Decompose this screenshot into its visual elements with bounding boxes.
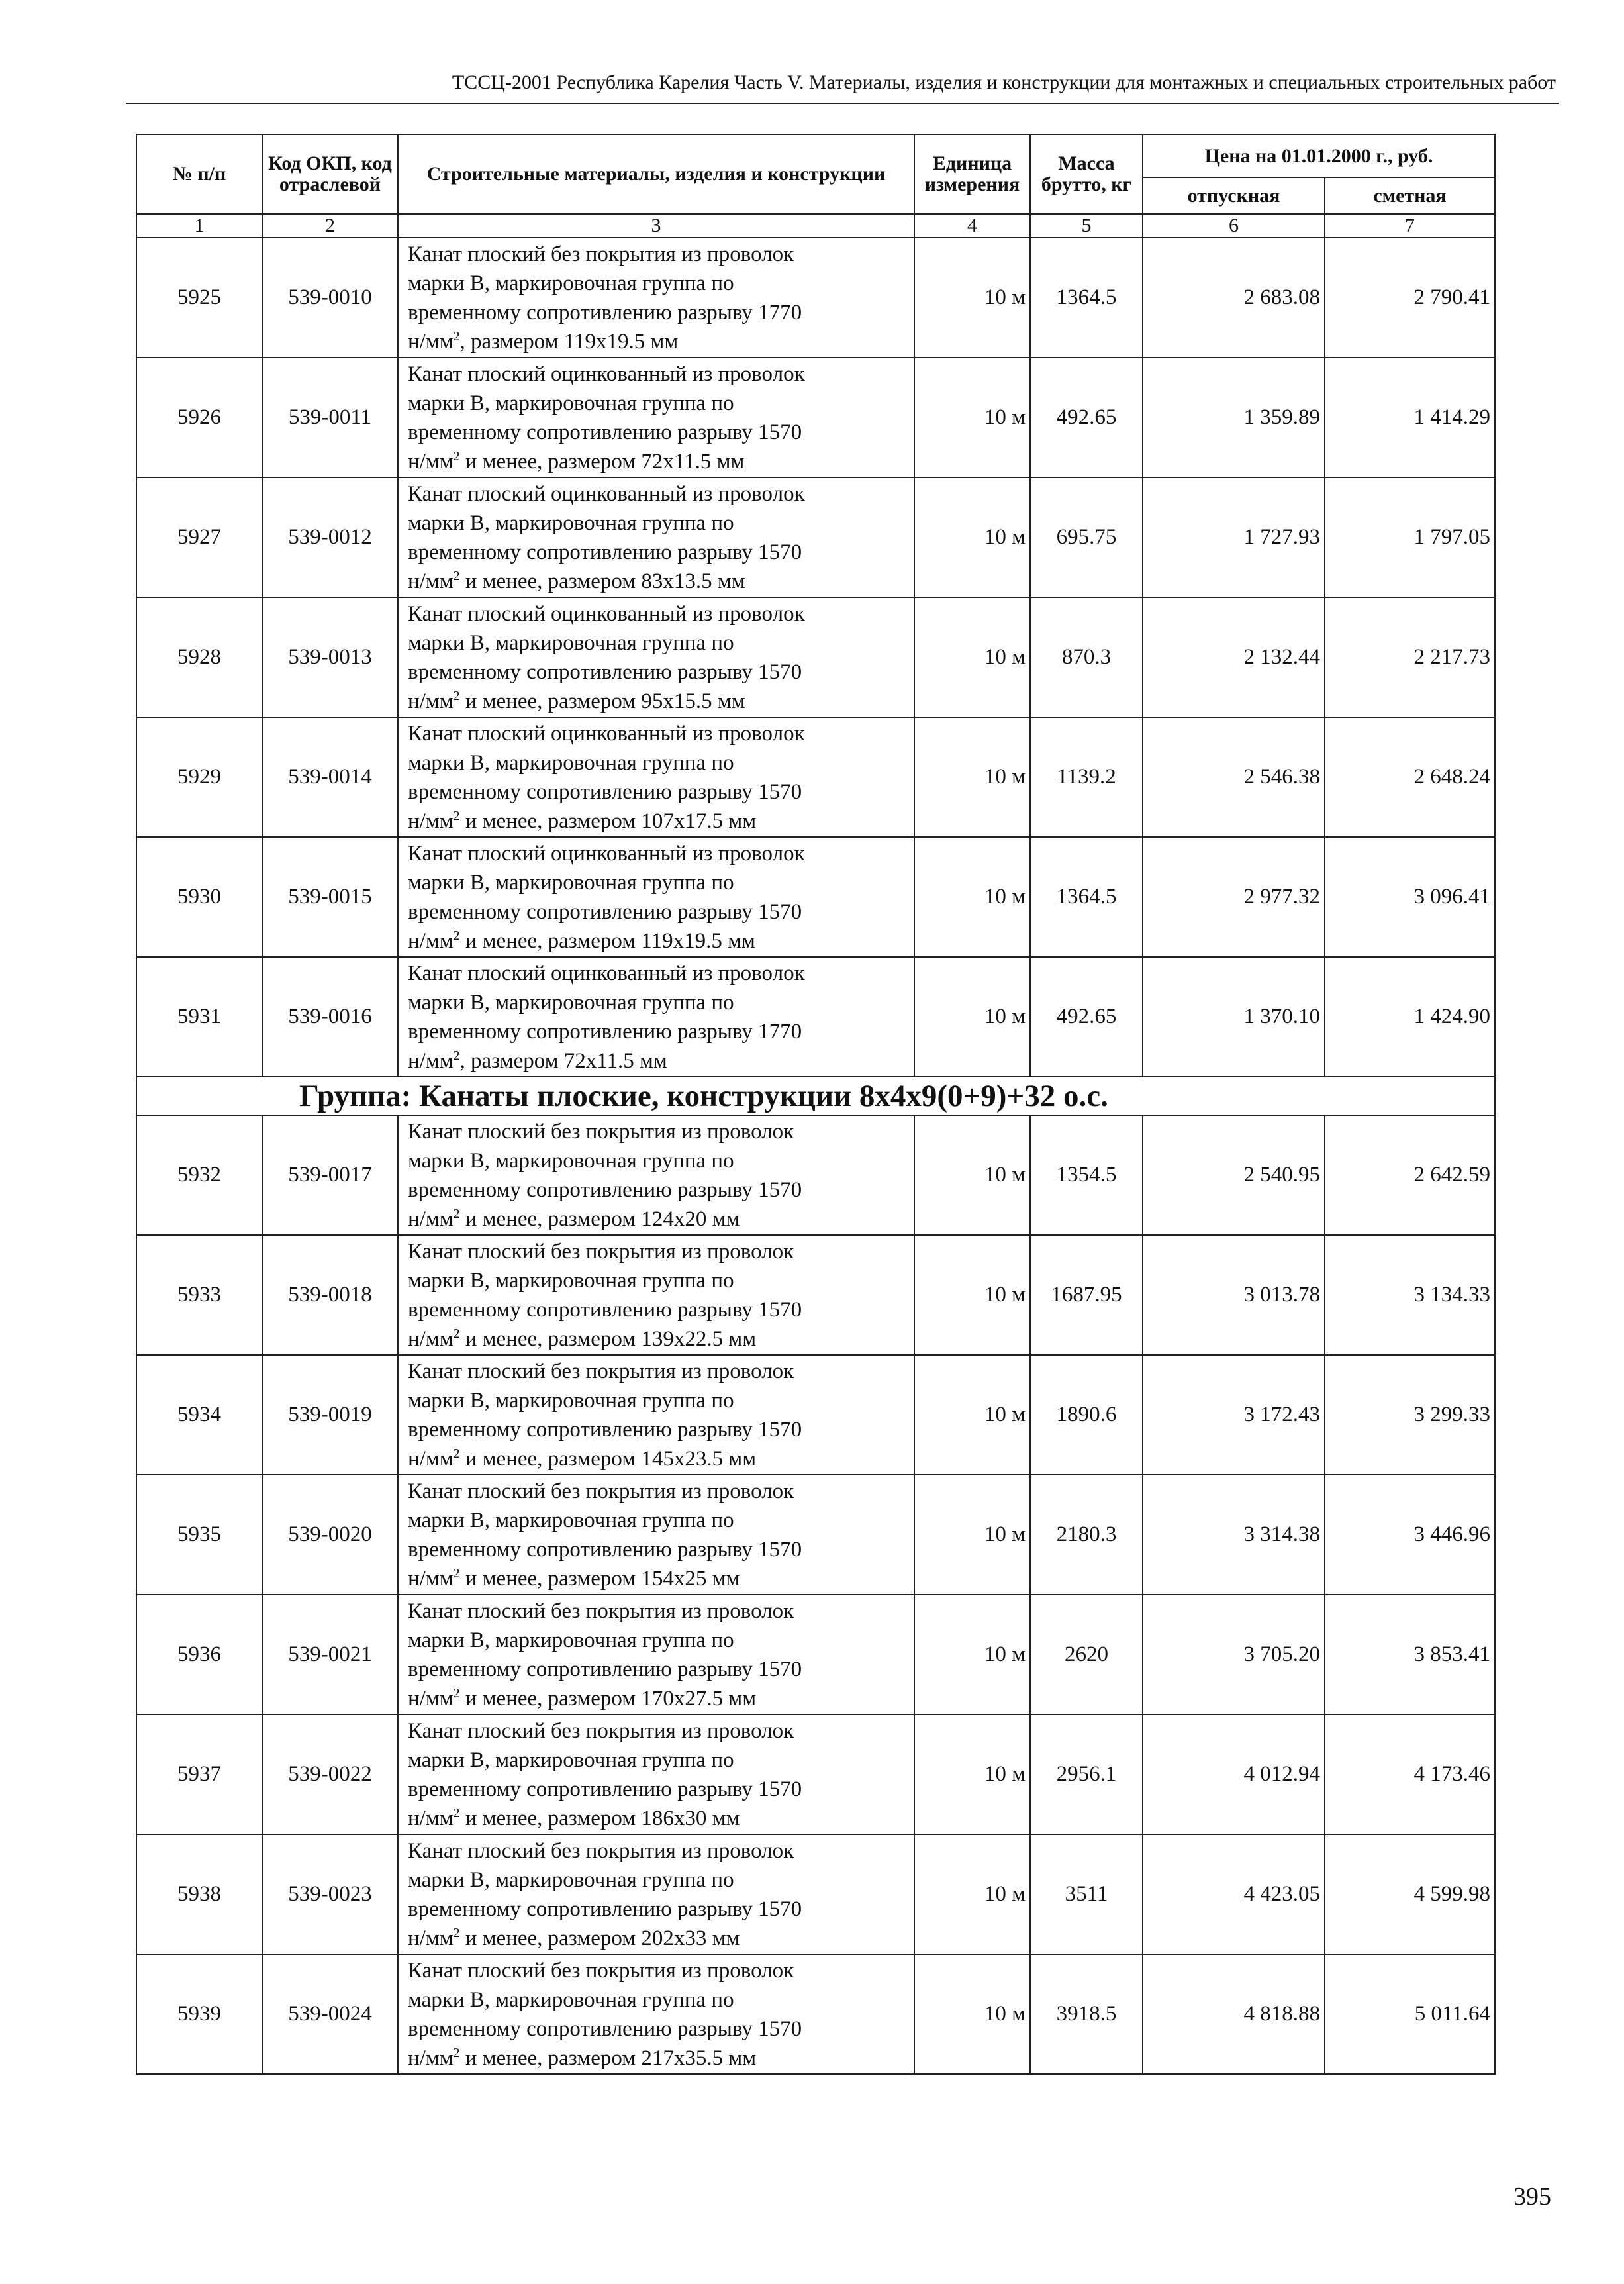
name-line: Канат плоский без покрытия из проволок: [408, 1718, 794, 1743]
cell-name: [398, 1115, 914, 1235]
cell-price-estimate: 3 299.33: [1325, 1355, 1495, 1475]
page-number: 395: [1513, 2183, 1551, 2210]
table-row: [136, 1475, 1495, 1595]
superscript: 2: [453, 1446, 460, 1461]
cell-name: [398, 1475, 914, 1595]
cell-num: 5930: [136, 837, 262, 957]
superscript: 2: [453, 328, 460, 344]
name-line: н/мм: [408, 329, 454, 354]
name-line: н/мм: [408, 1926, 454, 1950]
name-line: и менее, размером 154х25 мм: [459, 1566, 740, 1591]
cell-mass: 1687.95: [1030, 1235, 1143, 1355]
cell-name: [398, 477, 914, 597]
cell-name: [398, 1595, 914, 1714]
cell-name: [398, 1235, 914, 1355]
cell-price-estimate: 4 599.98: [1325, 1834, 1495, 1954]
cell-num: 5932: [136, 1115, 262, 1235]
name-line: временному сопротивлению разрыву 1570: [408, 540, 802, 564]
header-unit: Единица измерения: [914, 134, 1030, 214]
name-line: Канат плоский без покрытия из проволок: [408, 1599, 794, 1623]
superscript: 2: [453, 1326, 460, 1341]
table-row: [136, 1355, 1495, 1475]
name-line: марки В, маркировочная группа по: [408, 1628, 734, 1652]
cell-unit: 10 м: [914, 717, 1030, 837]
name-line: Канат плоский оцинкованный из проволок: [408, 481, 805, 506]
cell-code: 539-0024: [262, 1954, 398, 2074]
name-line: временному сопротивлению разрыву 1770: [408, 300, 802, 324]
cell-unit: 10 м: [914, 1355, 1030, 1475]
cell-price-estimate: 2 648.24: [1325, 717, 1495, 837]
name-line: н/мм: [408, 2046, 454, 2070]
cell-mass: 1364.5: [1030, 238, 1143, 358]
superscript: 2: [453, 928, 460, 943]
cell-num: 5928: [136, 597, 262, 717]
header-rule: [126, 103, 1559, 104]
table-row: [136, 1954, 1495, 2074]
name-line: марки В, маркировочная группа по: [408, 391, 734, 415]
cell-price-release: 2 977.32: [1143, 837, 1325, 957]
column-number: 7: [1325, 214, 1495, 238]
name-line: временному сопротивлению разрыву 1770: [408, 1019, 802, 1044]
name-line: временному сопротивлению разрыву 1570: [408, 1657, 802, 1681]
cell-code: 539-0019: [262, 1355, 398, 1475]
name-line: , размером 119х19.5 мм: [459, 329, 679, 354]
column-number: 1: [136, 214, 262, 238]
name-line: н/мм: [408, 1566, 454, 1591]
table-row: [136, 358, 1495, 477]
header-num: № п/п: [136, 134, 262, 214]
name-line: н/мм: [408, 1207, 454, 1231]
cell-num: 5929: [136, 717, 262, 837]
cell-num: 5927: [136, 477, 262, 597]
name-line: Канат плоский без покрытия из проволок: [408, 242, 794, 266]
cell-price-release: 3 705.20: [1143, 1595, 1325, 1714]
name-line: временному сопротивлению разрыву 1570: [408, 779, 802, 804]
name-line: Канат плоский оцинкованный из проволок: [408, 841, 805, 866]
name-line: марки В, маркировочная группа по: [408, 1268, 734, 1293]
cell-price-estimate: 2 642.59: [1325, 1115, 1495, 1235]
cell-mass: 2180.3: [1030, 1475, 1143, 1595]
cell-name: [398, 1834, 914, 1954]
cell-price-release: 1 727.93: [1143, 477, 1325, 597]
name-line: временному сопротивлению разрыву 1570: [408, 1777, 802, 1801]
cell-num: 5926: [136, 358, 262, 477]
cell-price-estimate: 1 797.05: [1325, 477, 1495, 597]
name-line: временному сопротивлению разрыву 1570: [408, 660, 802, 684]
cell-mass: 492.65: [1030, 358, 1143, 477]
cell-mass: 870.3: [1030, 597, 1143, 717]
header-mass: Масса брутто, кг: [1030, 134, 1143, 214]
cell-name: [398, 1954, 914, 2074]
cell-code: 539-0017: [262, 1115, 398, 1235]
cell-unit: 10 м: [914, 1714, 1030, 1834]
cell-mass: 695.75: [1030, 477, 1143, 597]
name-line: , размером 72х11.5 мм: [459, 1048, 667, 1073]
price-table: [136, 134, 1496, 2075]
cell-unit: 10 м: [914, 1834, 1030, 1954]
column-number-row: [136, 214, 1495, 238]
name-line: и менее, размером 119х19.5 мм: [459, 928, 755, 953]
cell-price-release: 1 359.89: [1143, 358, 1325, 477]
cell-unit: 10 м: [914, 358, 1030, 477]
cell-price-estimate: 1 414.29: [1325, 358, 1495, 477]
cell-num: 5931: [136, 957, 262, 1077]
cell-mass: 3511: [1030, 1834, 1143, 1954]
table-row: [136, 238, 1495, 358]
cell-price-release: 4 423.05: [1143, 1834, 1325, 1954]
name-line: и менее, размером 139х22.5 мм: [459, 1326, 757, 1351]
page-header: ТССЦ-2001 Республика Карелия Часть V. Материалы, изделия и конструкции для монтажных и специальных строительных работ: [452, 72, 1556, 93]
cell-num: 5933: [136, 1235, 262, 1355]
cell-price-estimate: 4 173.46: [1325, 1714, 1495, 1834]
table-row: [136, 597, 1495, 717]
cell-mass: 1890.6: [1030, 1355, 1143, 1475]
cell-unit: 10 м: [914, 1235, 1030, 1355]
cell-price-estimate: 3 446.96: [1325, 1475, 1495, 1595]
name-line: и менее, размером 217х35.5 мм: [459, 2046, 757, 2070]
column-number: 4: [914, 214, 1030, 238]
name-line: марки В, маркировочная группа по: [408, 1867, 734, 1892]
cell-num: 5937: [136, 1714, 262, 1834]
cell-price-estimate: 3 096.41: [1325, 837, 1495, 957]
cell-num: 5936: [136, 1595, 262, 1714]
header-code: Код ОКП, код отраслевой: [262, 134, 398, 214]
cell-num: 5938: [136, 1834, 262, 1954]
cell-code: 539-0010: [262, 238, 398, 358]
name-line: и менее, размером 72х11.5 мм: [459, 449, 745, 473]
cell-mass: 492.65: [1030, 957, 1143, 1077]
name-line: марки В, маркировочная группа по: [408, 750, 734, 775]
cell-price-release: 3 172.43: [1143, 1355, 1325, 1475]
superscript: 2: [453, 1048, 460, 1063]
cell-unit: 10 м: [914, 837, 1030, 957]
name-line: и менее, размером 107х17.5 мм: [459, 809, 757, 833]
name-line: марки В, маркировочная группа по: [408, 870, 734, 895]
cell-num: 5939: [136, 1954, 262, 2074]
name-line: н/мм: [408, 1446, 454, 1471]
table-row: [136, 1115, 1495, 1235]
header-name: Строительные материалы, изделия и конструкции: [398, 134, 914, 214]
cell-name: [398, 837, 914, 957]
cell-mass: 1364.5: [1030, 837, 1143, 957]
cell-price-estimate: 3 853.41: [1325, 1595, 1495, 1714]
cell-mass: 2620: [1030, 1595, 1143, 1714]
name-line: н/мм: [408, 1806, 454, 1830]
name-line: марки В, маркировочная группа по: [408, 1148, 734, 1173]
table-body-a: [136, 238, 1495, 1077]
superscript: 2: [453, 1685, 460, 1701]
cell-num: 5934: [136, 1355, 262, 1475]
name-line: и менее, размером 145х23.5 мм: [459, 1446, 757, 1471]
cell-price-estimate: 5 011.64: [1325, 1954, 1495, 2074]
name-line: н/мм: [408, 689, 454, 713]
cell-code: 539-0018: [262, 1235, 398, 1355]
cell-code: 539-0022: [262, 1714, 398, 1834]
cell-num: 5925: [136, 238, 262, 358]
cell-price-release: 3 013.78: [1143, 1235, 1325, 1355]
name-line: Канат плоский без покрытия из проволок: [408, 1838, 794, 1863]
name-line: марки В, маркировочная группа по: [408, 1748, 734, 1772]
cell-unit: 10 м: [914, 597, 1030, 717]
column-number: 5: [1030, 214, 1143, 238]
name-line: Канат плоский оцинкованный из проволок: [408, 721, 805, 746]
superscript: 2: [453, 568, 460, 583]
name-line: и менее, размером 83х13.5 мм: [459, 569, 745, 593]
cell-price-estimate: 2 790.41: [1325, 238, 1495, 358]
cell-code: 539-0020: [262, 1475, 398, 1595]
table-row: [136, 1235, 1495, 1355]
cell-unit: 10 м: [914, 1115, 1030, 1235]
cell-unit: 10 м: [914, 957, 1030, 1077]
cell-price-release: 2 546.38: [1143, 717, 1325, 837]
cell-code: 539-0011: [262, 358, 398, 477]
name-line: марки В, маркировочная группа по: [408, 511, 734, 535]
cell-unit: 10 м: [914, 238, 1030, 358]
cell-num: 5935: [136, 1475, 262, 1595]
name-line: н/мм: [408, 569, 454, 593]
name-line: временному сопротивлению разрыву 1570: [408, 899, 802, 924]
name-line: Канат плоский оцинкованный из проволок: [408, 961, 805, 985]
superscript: 2: [453, 2045, 460, 2060]
cell-price-estimate: 3 134.33: [1325, 1235, 1495, 1355]
cell-price-release: 4 818.88: [1143, 1954, 1325, 2074]
name-line: Канат плоский без покрытия из проволок: [408, 1359, 794, 1383]
name-line: марки В, маркировочная группа по: [408, 1987, 734, 2012]
superscript: 2: [453, 1805, 460, 1820]
name-line: н/мм: [408, 1326, 454, 1351]
cell-name: [398, 1355, 914, 1475]
table-row: [136, 1595, 1495, 1714]
table-row: [136, 957, 1495, 1077]
cell-mass: 1139.2: [1030, 717, 1143, 837]
cell-unit: 10 м: [914, 1595, 1030, 1714]
cell-price-release: 3 314.38: [1143, 1475, 1325, 1595]
name-line: н/мм: [408, 928, 454, 953]
cell-mass: 1354.5: [1030, 1115, 1143, 1235]
cell-code: 539-0015: [262, 837, 398, 957]
name-line: Канат плоский без покрытия из проволок: [408, 1479, 794, 1503]
name-line: н/мм: [408, 1686, 454, 1711]
name-line: и менее, размером 124х20 мм: [459, 1207, 740, 1231]
name-line: временному сопротивлению разрыву 1570: [408, 2016, 802, 2041]
cell-name: [398, 717, 914, 837]
cell-code: 539-0013: [262, 597, 398, 717]
name-line: марки В, маркировочная группа по: [408, 271, 734, 295]
name-line: марки В, маркировочная группа по: [408, 1508, 734, 1532]
group-row: [136, 1077, 1495, 1115]
column-number: 2: [262, 214, 398, 238]
cell-name: [398, 358, 914, 477]
name-line: и менее, размером 186х30 мм: [459, 1806, 740, 1830]
superscript: 2: [453, 1565, 460, 1581]
superscript: 2: [453, 808, 460, 823]
name-line: временному сопротивлению разрыву 1570: [408, 1417, 802, 1442]
cell-code: 539-0014: [262, 717, 398, 837]
name-line: временному сопротивлению разрыву 1570: [408, 1177, 802, 1202]
superscript: 2: [453, 688, 460, 703]
superscript: 2: [453, 1206, 460, 1221]
cell-price-estimate: 1 424.90: [1325, 957, 1495, 1077]
cell-unit: 10 м: [914, 477, 1030, 597]
header-price-release: отпускная: [1143, 177, 1325, 214]
name-line: и менее, размером 202х33 мм: [459, 1926, 740, 1950]
cell-price-release: 2 540.95: [1143, 1115, 1325, 1235]
name-line: Канат плоский без покрытия из проволок: [408, 1958, 794, 1983]
name-line: Канат плоский без покрытия из проволок: [408, 1119, 794, 1144]
name-line: н/мм: [408, 449, 454, 473]
name-line: временному сопротивлению разрыву 1570: [408, 1897, 802, 1921]
column-number: 3: [398, 214, 914, 238]
name-line: Канат плоский оцинкованный из проволок: [408, 601, 805, 626]
name-line: марки В, маркировочная группа по: [408, 990, 734, 1015]
name-line: н/мм: [408, 1048, 454, 1073]
group-label: Группа: Канаты плоские, конструкции 8х4х9(0+9)+32 о.с.: [136, 1077, 1495, 1115]
cell-unit: 10 м: [914, 1954, 1030, 2074]
table-row: [136, 477, 1495, 597]
cell-name: [398, 957, 914, 1077]
cell-price-release: 4 012.94: [1143, 1714, 1325, 1834]
name-line: Канат плоский без покрытия из проволок: [408, 1239, 794, 1264]
name-line: н/мм: [408, 809, 454, 833]
name-line: временному сопротивлению разрыву 1570: [408, 1297, 802, 1322]
name-line: и менее, размером 95х15.5 мм: [459, 689, 745, 713]
column-number: 6: [1143, 214, 1325, 238]
name-line: марки В, маркировочная группа по: [408, 1388, 734, 1413]
cell-code: 539-0023: [262, 1834, 398, 1954]
superscript: 2: [453, 1925, 460, 1940]
cell-price-release: 2 683.08: [1143, 238, 1325, 358]
table-row: [136, 1834, 1495, 1954]
cell-price-release: 2 132.44: [1143, 597, 1325, 717]
header-price-estimate: сметная: [1325, 177, 1495, 214]
table-body-b: [136, 1115, 1495, 2074]
name-line: Канат плоский оцинкованный из проволок: [408, 362, 805, 386]
table-row: [136, 1714, 1495, 1834]
cell-price-estimate: 2 217.73: [1325, 597, 1495, 717]
header-price-group: Цена на 01.01.2000 г., руб.: [1143, 134, 1495, 177]
table-row: [136, 837, 1495, 957]
cell-price-release: 1 370.10: [1143, 957, 1325, 1077]
name-line: марки В, маркировочная группа по: [408, 630, 734, 655]
superscript: 2: [453, 448, 460, 464]
cell-code: 539-0016: [262, 957, 398, 1077]
cell-name: [398, 1714, 914, 1834]
name-line: и менее, размером 170х27.5 мм: [459, 1686, 757, 1711]
name-line: временному сопротивлению разрыву 1570: [408, 420, 802, 444]
cell-name: [398, 597, 914, 717]
table-row: [136, 717, 1495, 837]
name-line: временному сопротивлению разрыву 1570: [408, 1537, 802, 1562]
cell-unit: 10 м: [914, 1475, 1030, 1595]
cell-name: [398, 238, 914, 358]
cell-code: 539-0021: [262, 1595, 398, 1714]
cell-mass: 2956.1: [1030, 1714, 1143, 1834]
cell-code: 539-0012: [262, 477, 398, 597]
cell-mass: 3918.5: [1030, 1954, 1143, 2074]
